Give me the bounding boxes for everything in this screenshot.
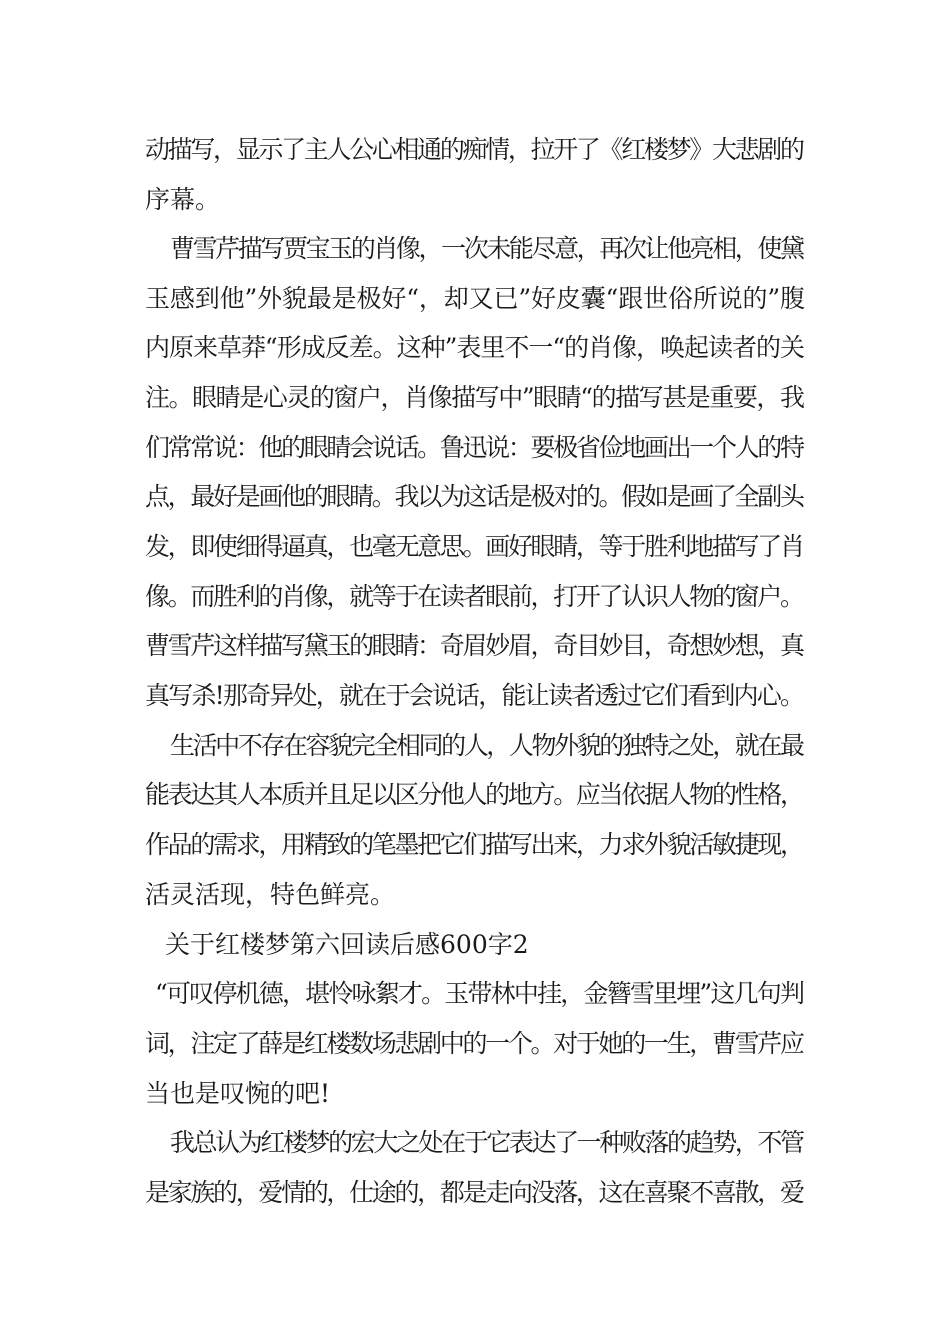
- text-line: 真写杀!那奇异处，就在于会说话，能让读者透过它们看到内心。: [145, 681, 804, 710]
- text-line: 活灵活现，特色鲜亮。: [145, 880, 396, 909]
- text-line: 点，最好是画他的眼睛。我以为这话是极对的。假如是画了全副头: [145, 482, 803, 511]
- text-line: 作品的需求，用精致的笔墨把它们描写出来，力求外貌活敏捷现，: [145, 830, 803, 859]
- text-line: 们常常说：他的眼睛会说话。鲁迅说：要极省俭地画出一个人的特: [145, 433, 803, 462]
- section-heading: 关于红楼梦第六回读后感600字2: [165, 930, 529, 959]
- text-line: 我总认为红楼梦的宏大之处在于它表达了一种败落的趋势，不管: [170, 1128, 803, 1157]
- text-line: 当也是叹惋的吧!: [145, 1079, 331, 1108]
- text-line: 内原来草莽“形成反差。这种”表里不一“的肖像，唤起读者的关: [145, 333, 804, 362]
- text-line: 曹雪芹这样描写黛玉的眼睛：奇眉妙眉，奇目妙目，奇想妙想，真: [145, 631, 803, 660]
- text-line: 曹雪芹描写贾宝玉的肖像，一次未能尽意，再次让他亮相，使黛: [170, 234, 803, 263]
- text-line: 玉感到他”外貌最是极好“，却又已”好皮囊“跟世俗所说的”腹: [145, 284, 805, 313]
- text-line: 序幕。: [145, 185, 221, 214]
- text-line: 注。眼睛是心灵的窗户，肖像描写中”眼睛“的描写甚是重要，我: [145, 383, 804, 412]
- text-line: 是家族的，爱情的，仕途的，都是走向没落，这在喜聚不喜散，爱: [145, 1178, 803, 1207]
- text-line: “可叹停机德，堪怜咏絮才。玉带林中挂，金簪雪里埋”这几句判: [155, 979, 804, 1008]
- text-line: 词，注定了薛是红楼数场悲剧中的一个。对于她的一生，曹雪芹应: [145, 1029, 803, 1058]
- text-line: 像。而胜利的肖像，就等于在读者眼前，打开了认识人物的窗户。: [145, 582, 803, 611]
- text-line: 能表达其人本质并且足以区分他人的地方。应当依据人物的性格，: [145, 780, 803, 809]
- text-line: 动描写，显示了主人公心相通的痴情，拉开了《红楼梦》大悲剧的: [145, 135, 803, 164]
- text-line: 发，即使细得逼真，也毫无意思。画好眼睛，等于胜利地描写了肖: [145, 532, 803, 561]
- text-line: 生活中不存在容貌完全相同的人，人物外貌的独特之处，就在最: [170, 731, 803, 760]
